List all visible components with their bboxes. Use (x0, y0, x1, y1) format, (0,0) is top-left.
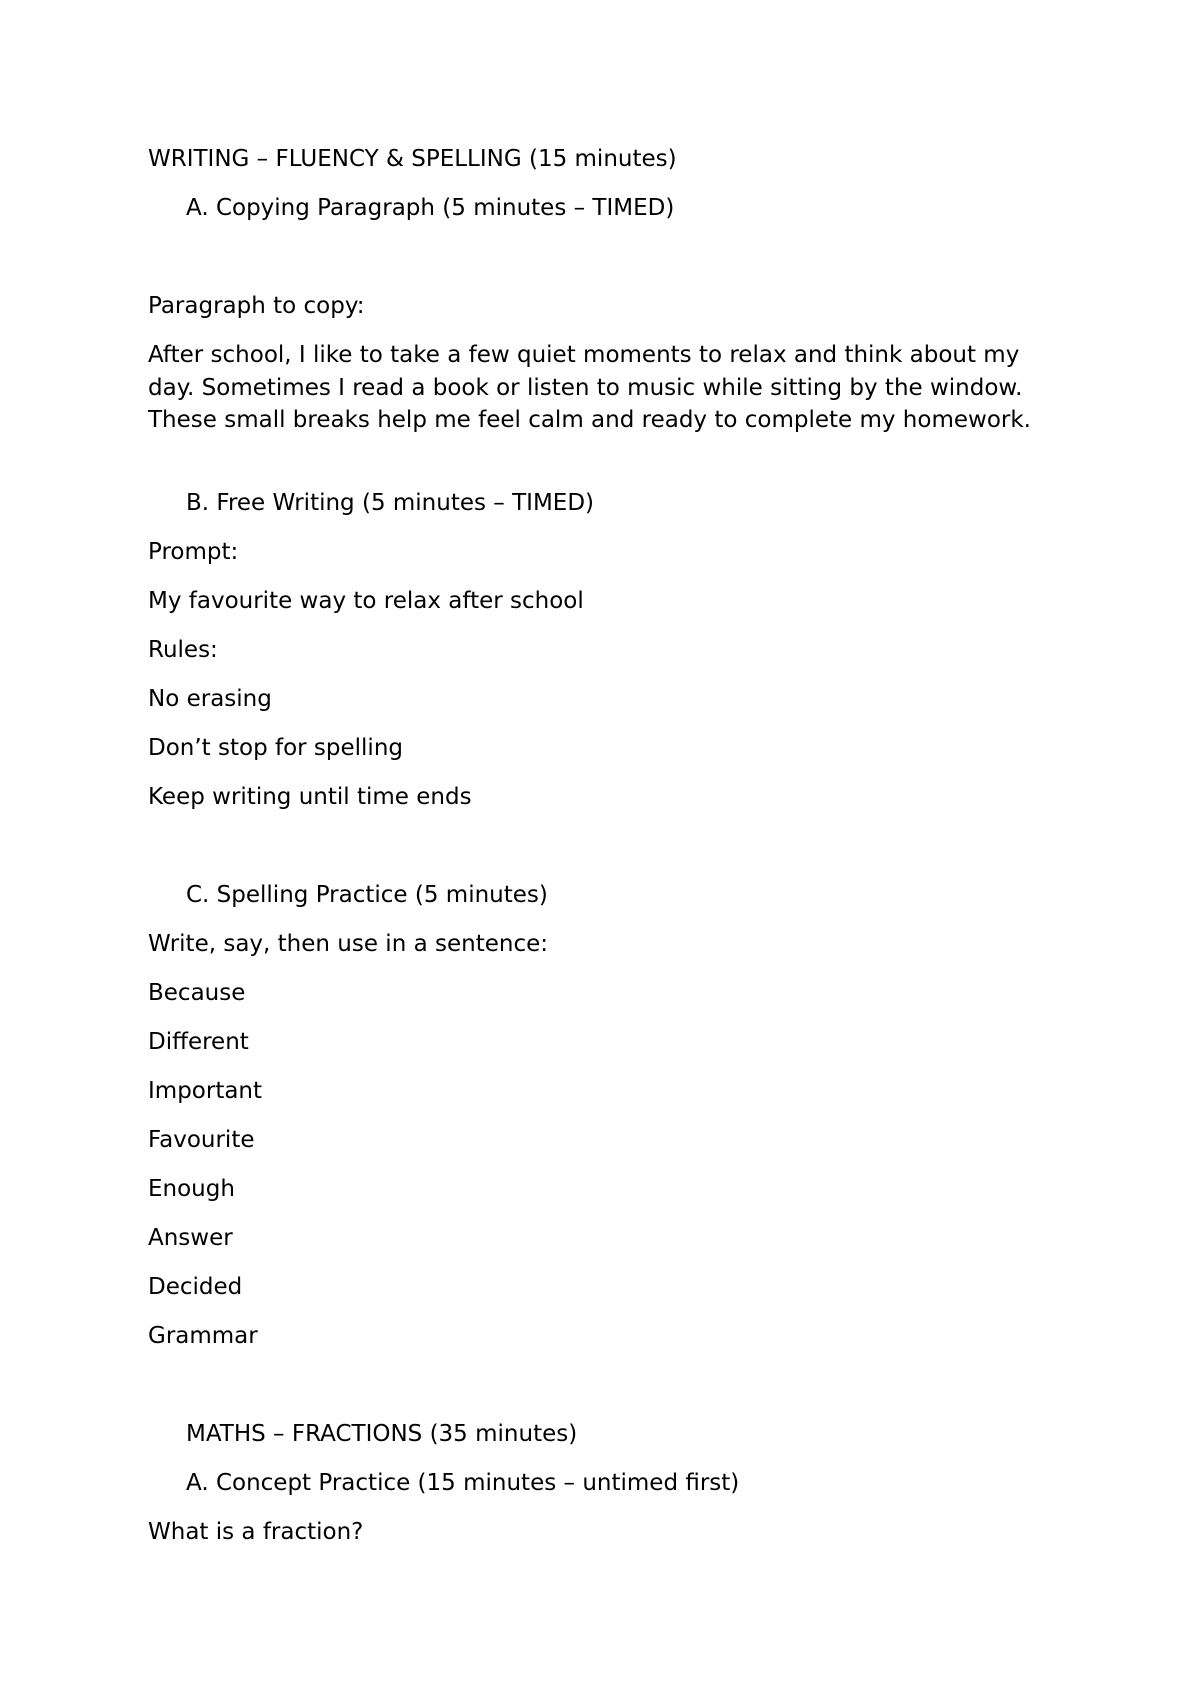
spelling-word: Enough (148, 1176, 235, 1202)
concept-practice-heading: A. Concept Practice (15 minutes – untimed first) (186, 1470, 740, 1496)
free-writing-heading: B. Free Writing (5 minutes – TIMED) (186, 490, 595, 516)
spelling-word: Answer (148, 1225, 233, 1251)
copy-paragraph-text: After school, I like to take a few quiet moments to relax and think about my day. Sometimes I read a book or listen to music while sitting by the window. These small breaks help me feel calm and ready to complete my homework. (148, 342, 1031, 433)
spelling-instruction: Write, say, then use in a sentence: (148, 931, 548, 957)
spelling-word: Favourite (148, 1127, 255, 1153)
spelling-word: Different (148, 1029, 249, 1055)
spelling-word: Grammar (148, 1323, 258, 1349)
fraction-question: What is a fraction? (148, 1519, 364, 1545)
prompt-text: My favourite way to relax after school (148, 588, 584, 614)
copying-paragraph-heading: A. Copying Paragraph (5 minutes – TIMED) (186, 195, 675, 221)
rule-item: No erasing (148, 686, 272, 712)
spelling-word: Because (148, 980, 246, 1006)
spelling-word: Important (148, 1078, 263, 1104)
spelling-practice-heading: C. Spelling Practice (5 minutes) (186, 882, 548, 908)
rule-item: Keep writing until time ends (148, 784, 472, 810)
writing-section-title: WRITING – FLUENCY & SPELLING (15 minutes) (148, 146, 677, 172)
rule-item: Don’t stop for spelling (148, 735, 403, 761)
paragraph-to-copy-label: Paragraph to copy: (148, 293, 365, 319)
spelling-word: Decided (148, 1274, 243, 1300)
maths-section-title: MATHS – FRACTIONS (35 minutes) (186, 1421, 578, 1447)
prompt-label: Prompt: (148, 539, 239, 565)
rules-label: Rules: (148, 637, 218, 663)
